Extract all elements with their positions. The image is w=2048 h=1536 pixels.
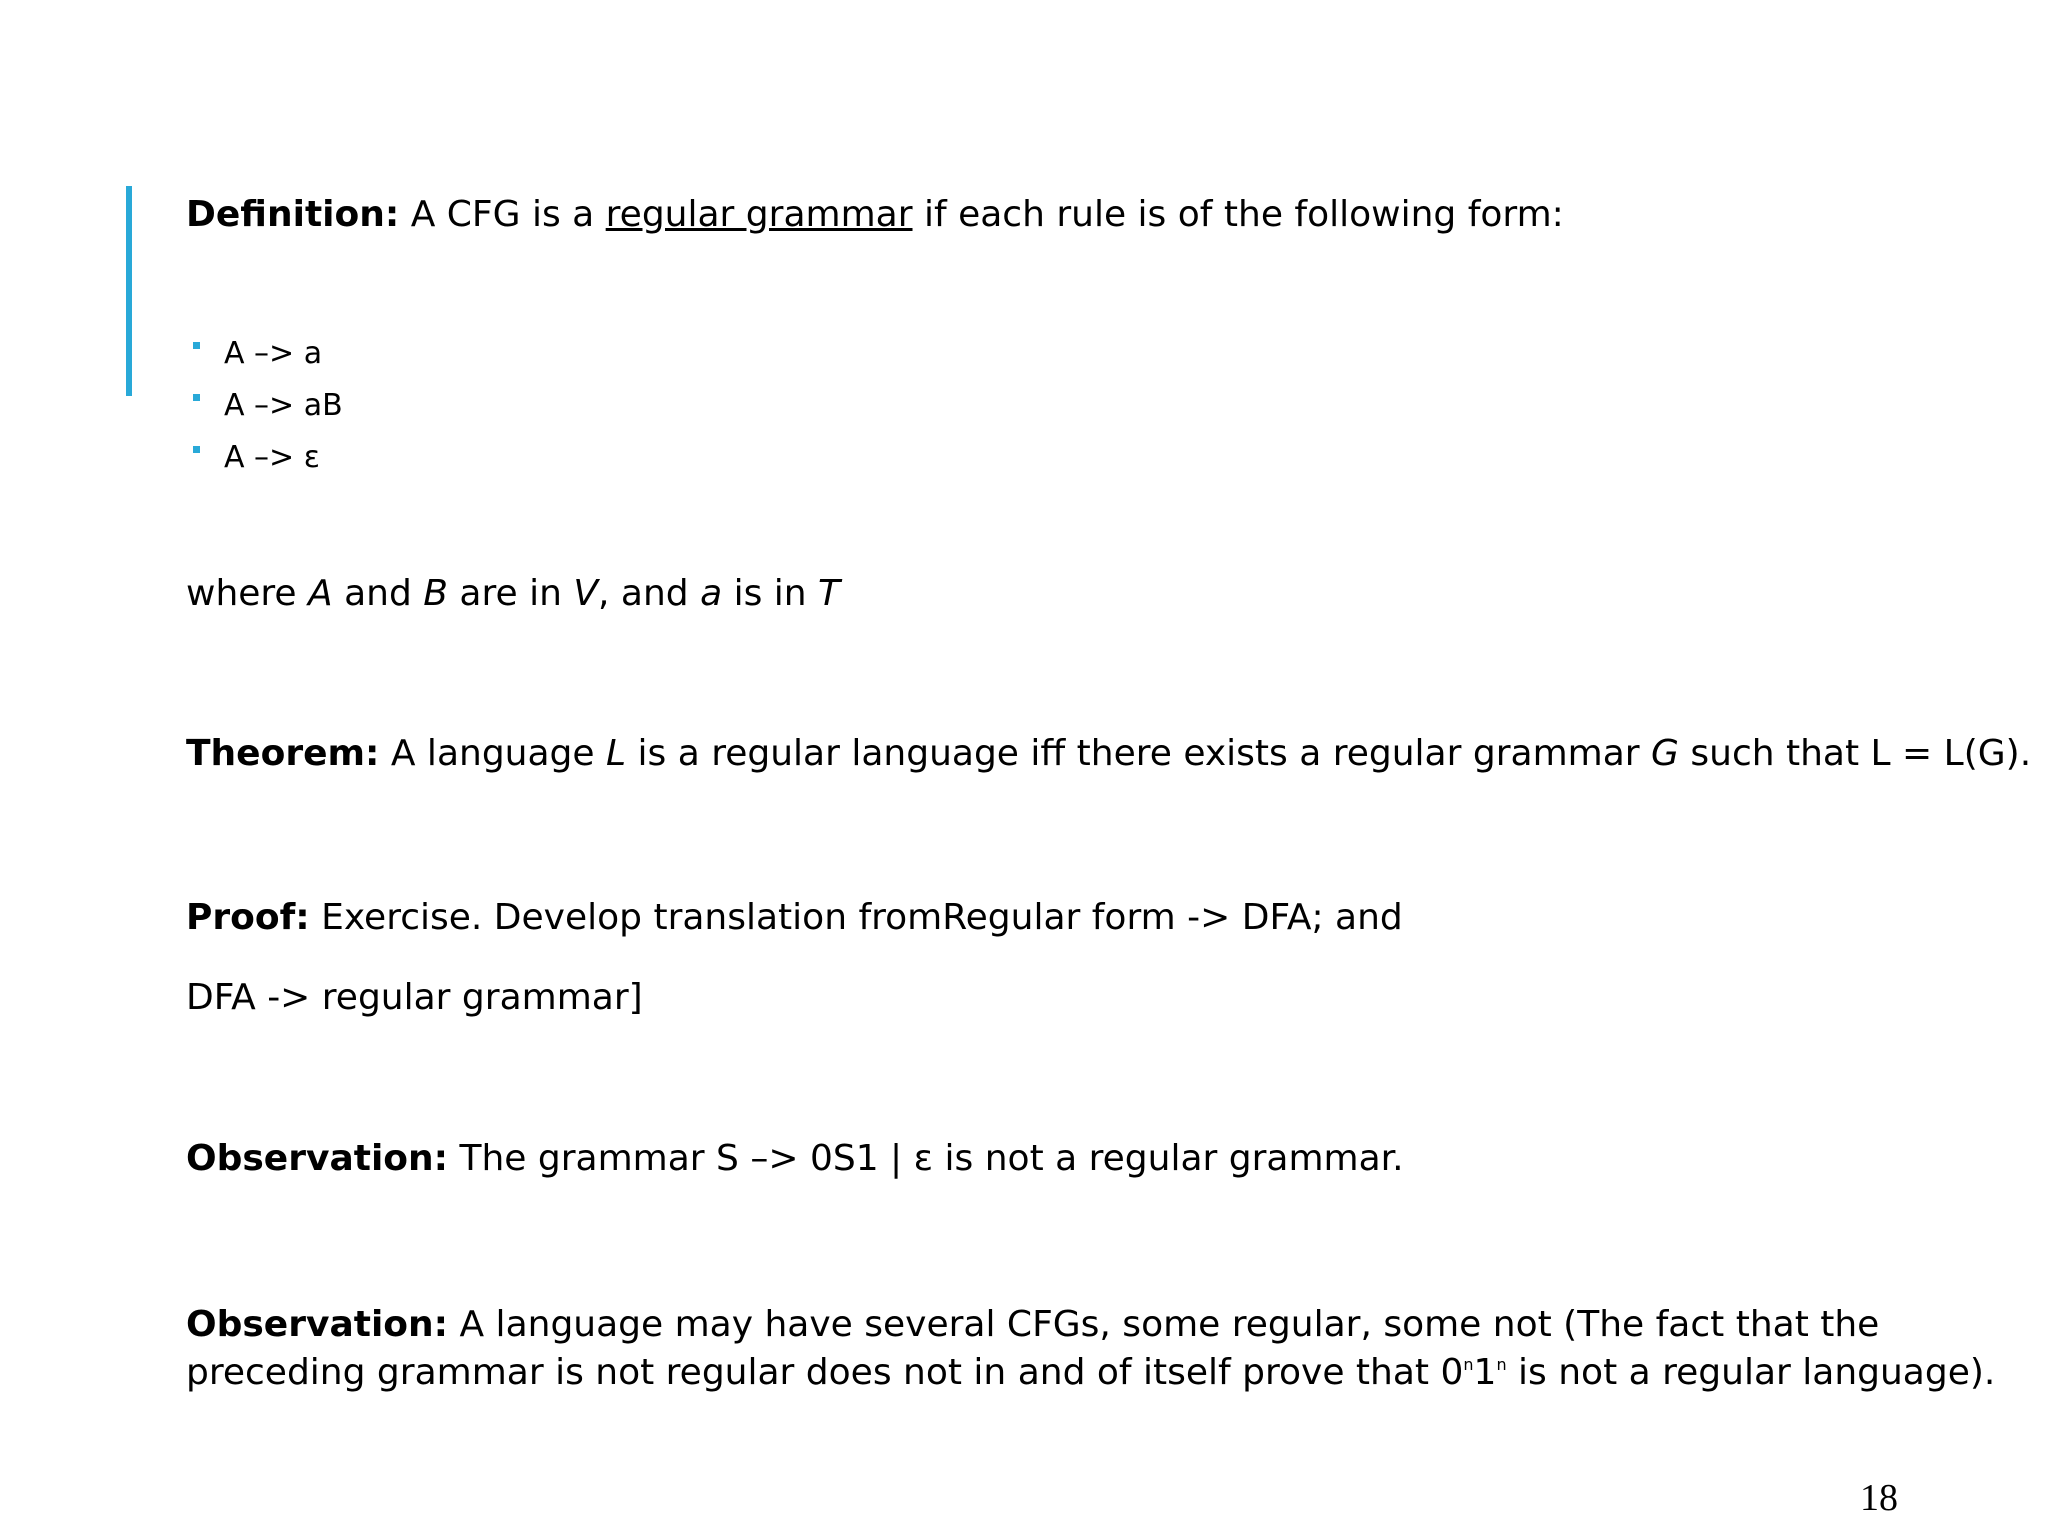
where-var-v: V [573, 573, 598, 614]
rule-text: A –> aB [224, 388, 343, 423]
where-var-b: B [423, 573, 448, 614]
superscript-n: n [1496, 1355, 1507, 1374]
superscript-n: n [1463, 1355, 1474, 1374]
observation-text: 1 [1473, 1352, 1497, 1393]
rule-text: A –> ε [224, 440, 320, 475]
definition-line [186, 195, 1564, 235]
definition-text-after: if each rule is of the following form: [912, 194, 1564, 235]
where-var-a-lower: a [700, 573, 723, 614]
where-text: and [332, 573, 424, 614]
where-var-t: T [818, 573, 841, 614]
theorem-text: is a regular language iff there exists a regular grammar [626, 733, 1652, 774]
where-text: , and [598, 573, 701, 614]
observation-text: preceding grammar is not regular does not in and of itself prove that 0 [186, 1352, 1464, 1393]
where-text: where [186, 573, 309, 614]
definition-text-before: A CFG is a [399, 194, 606, 235]
proof-text: DFA -> regular grammar] [186, 977, 643, 1018]
list-item [186, 432, 343, 484]
observation-text: The grammar S –> 0S1 | ε is not a regular grammar. [448, 1138, 1404, 1179]
list-item [186, 328, 343, 380]
observation-label: Observation: [186, 1304, 449, 1345]
bullet-icon [193, 342, 200, 349]
proof-label: Proof: [186, 897, 310, 938]
where-text: is in [722, 573, 819, 614]
where-line [186, 574, 840, 614]
rule-text: A –> a [224, 336, 323, 371]
accent-bar [126, 186, 132, 396]
theorem-var-g: G [1651, 733, 1679, 774]
proof-line-1 [186, 898, 1403, 938]
bullet-icon [193, 446, 200, 453]
theorem-text: such that L = L(G). [1678, 733, 2032, 774]
theorem-label: Theorem: [186, 733, 380, 774]
where-var-a-upper: A [308, 573, 333, 614]
observation-text: is not a regular language). [1506, 1352, 1996, 1393]
observation-2-line-1 [186, 1305, 1879, 1345]
proof-line-2 [186, 978, 643, 1018]
proof-text: Exercise. Develop translation fromRegular form -> DFA; and [309, 897, 1403, 938]
definition-label: Definition: [186, 194, 400, 235]
bullet-icon [193, 394, 200, 401]
where-text: are in [447, 573, 574, 614]
observation-1 [186, 1139, 1404, 1179]
theorem-var-l: L [606, 733, 627, 774]
theorem-line [186, 734, 2031, 774]
rules-list [186, 328, 343, 484]
definition-term: regular grammar [605, 194, 913, 235]
observation-label: Observation: [186, 1138, 449, 1179]
page-number: 18 [1860, 1477, 1898, 1519]
theorem-text: A language [379, 733, 606, 774]
observation-text: A language may have several CFGs, some regular, some not (The fact that the [448, 1304, 1880, 1345]
observation-2-line-2 [186, 1345, 1995, 1393]
list-item [186, 380, 343, 432]
